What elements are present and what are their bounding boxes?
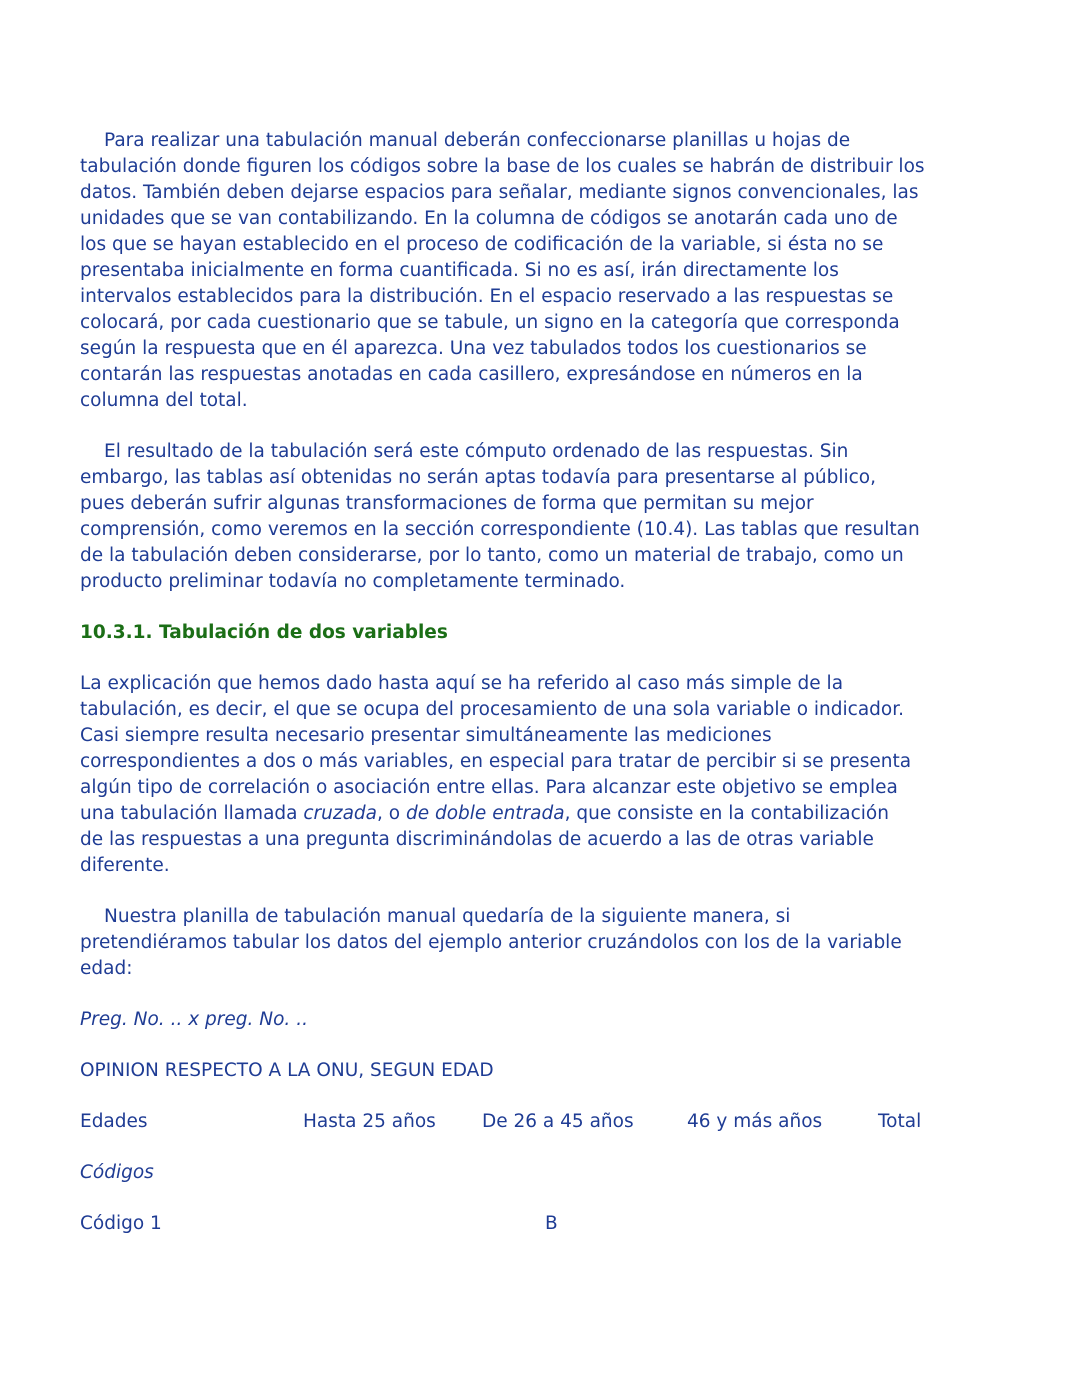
text-line: tabulación donde figuren los códigos sobre la base de los cuales se habrán de distribuir los — [80, 156, 925, 177]
paragraph-two-variables — [80, 671, 1030, 879]
text-line: pretendiéramos tabular los datos del ejemplo anterior cruzándolos con los de la variable — [80, 932, 902, 953]
text-line: datos. También deben dejarse espacios para señalar, mediante signos convencionales, las — [80, 182, 919, 203]
text-line: presentaba inicialmente en forma cuantificada. Si no es así, irán directamente los — [80, 260, 839, 281]
table-header-row — [80, 1109, 1030, 1135]
text: una tabulación llamada — [80, 803, 304, 824]
text-line: pues deberán sufrir algunas transformaciones de forma que permitan su mejor — [80, 493, 814, 514]
text-line: de las respuestas a una pregunta discriminándolas de acuerdo a las de otras variable — [80, 829, 874, 850]
header-edades: Edades — [80, 1111, 148, 1132]
header-total: Total — [878, 1111, 922, 1132]
table-title: OPINION RESPECTO A LA ONU, SEGUN EDAD — [80, 1060, 494, 1081]
question-label: Preg. No. .. x preg. No. .. — [80, 1009, 308, 1030]
text-line: según la respuesta que en él aparezca. Una vez tabulados todos los cuestionarios se — [80, 338, 867, 359]
text-line: tabulación, es decir, el que se ocupa del procesamiento de una sola variable o indicador. — [80, 699, 905, 720]
text-line: columna del total. — [80, 390, 248, 411]
table-row — [80, 1211, 1030, 1237]
document-page — [80, 128, 1030, 1262]
text-line: edad: — [80, 958, 133, 979]
header-26-45: De 26 a 45 años — [482, 1111, 634, 1132]
paragraph-manual-sheet — [80, 904, 1030, 982]
text-line — [80, 801, 1030, 827]
text-line: diferente. — [80, 855, 170, 876]
paragraph-tabulation-result — [80, 439, 1030, 595]
section-heading: 10.3.1. Tabulación de dos variables — [80, 622, 448, 643]
text-line: Nuestra planilla de tabulación manual quedaría de la siguiente manera, si — [104, 906, 791, 927]
header-46-mas: 46 y más años — [687, 1111, 823, 1132]
text-line: colocará, por cada cuestionario que se tabule, un signo en la categoría que corresponda — [80, 312, 900, 333]
text: , que consiste en la contabilización — [564, 803, 889, 824]
text-line: embargo, las tablas así obtenidas no serán aptas todavía para presentarse al público, — [80, 467, 876, 488]
text-line: correspondientes a dos o más variables, en especial para tratar de percibir si se presenta — [80, 751, 912, 772]
paragraph-manual-tabulation — [80, 128, 1030, 414]
emphasis: de doble entrada — [405, 803, 565, 824]
codes-label: Códigos — [80, 1162, 154, 1183]
text-line: El resultado de la tabulación será este cómputo ordenado de las respuestas. Sin — [104, 441, 849, 462]
text-line: Para realizar una tabulación manual deberán confeccionarse planillas u hojas de — [104, 130, 851, 151]
text-line: contarán las respuestas anotadas en cada casillero, expresándose en números en la — [80, 364, 863, 385]
text-line: comprensión, como veremos en la sección correspondiente (10.4). Las tablas que resultan — [80, 519, 920, 540]
text-line: intervalos establecidos para la distribución. En el espacio reservado a las respuestas se — [80, 286, 894, 307]
text-line: La explicación que hemos dado hasta aquí se ha referido al caso más simple de la — [80, 673, 844, 694]
header-hasta-25: Hasta 25 años — [303, 1111, 436, 1132]
text-line: algún tipo de correlación o asociación entre ellas. Para alcanzar este objetivo se emplea — [80, 777, 898, 798]
text: , o — [377, 803, 406, 824]
text-line: de la tabulación deben considerarse, por lo tanto, como un material de trabajo, como un — [80, 545, 904, 566]
emphasis: cruzada — [303, 803, 378, 824]
text-line: Casi siempre resulta necesario presentar simultáneamente las mediciones — [80, 725, 772, 746]
text-line: unidades que se van contabilizando. En la columna de códigos se anotarán cada uno de — [80, 208, 898, 229]
code-label: Código 1 — [80, 1213, 162, 1234]
tally-mark: B — [545, 1213, 558, 1234]
text-line: los que se hayan establecido en el proceso de codificación de la variable, si ésta no se — [80, 234, 884, 255]
text-line: producto preliminar todavía no completamente terminado. — [80, 571, 626, 592]
